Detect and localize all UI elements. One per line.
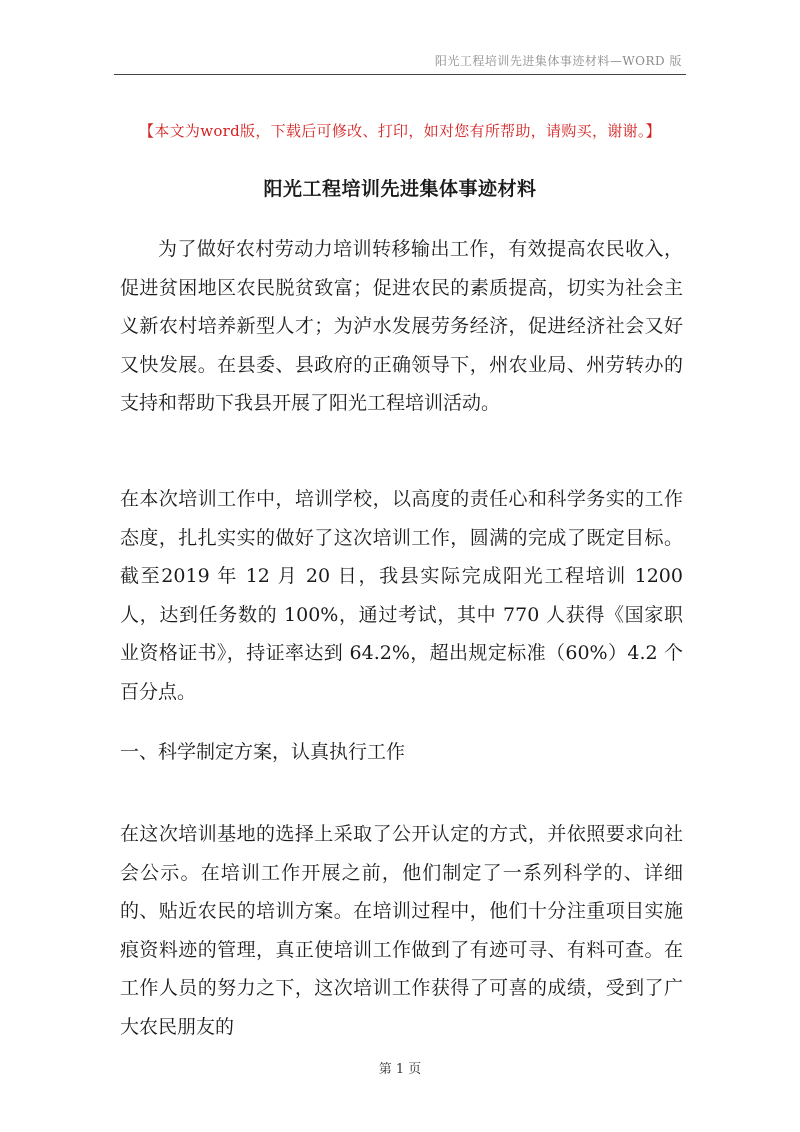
download-notice: 【本文为word版，下载后可修改、打印，如对您有所帮助，请购买，谢谢。】 xyxy=(139,122,661,140)
section-heading: 一、科学制定方案，认真执行工作 xyxy=(120,741,406,763)
header-divider xyxy=(114,74,686,75)
paragraph-results: 在本次培训工作中，培训学校，以高度的责任心和科学务实的工作态度，扎扎实实的做好了这次培训工作，圆满的完成了既定目标。截至2019 年 12 月 20 日，我县实际完成阳光工程培训 1200 人，达到任务数的 100%，通过考试，其中 770 人获得《国家职业资格证书》，持证率达到 64.2%，超出规定标准（60%）4.2 个百分点。 xyxy=(120,488,683,703)
paragraph-intro: 为了做好农村劳动力培训转移输出工作，有效提高农民收入，促进贫困地区农民脱贫致富；促进农民的素质提高，切实为社会主义新农村培养新型人才；为泸水发展劳务经济，促进经济社会又好又快发展。在县委、县政府的正确领导下，州农业局、州劳转办的支持和帮助下我县开展了阳光工程培训活动。 xyxy=(120,238,683,414)
page-number: 第 1 页 xyxy=(378,1062,422,1077)
running-header: 阳光工程培训先进集体事迹材料—WORD 版 xyxy=(434,54,682,68)
document-title: 阳光工程培训先进集体事迹材料 xyxy=(263,178,537,200)
paragraph-section-1: 在这次培训基地的选择上采取了公开认定的方式，并依照要求向社会公示。在培训工作开展之前，他们制定了一系列科学的、详细的、贴近农民的培训方案。在培训过程中，他们十分注重项目实施痕资料迹的管理，真正使培训工作做到了有迹可寻、有料可查。在工作人员的努力之下，这次培训工作获得了可喜的成绩，受到了广大农民朋友的 xyxy=(120,823,683,1038)
